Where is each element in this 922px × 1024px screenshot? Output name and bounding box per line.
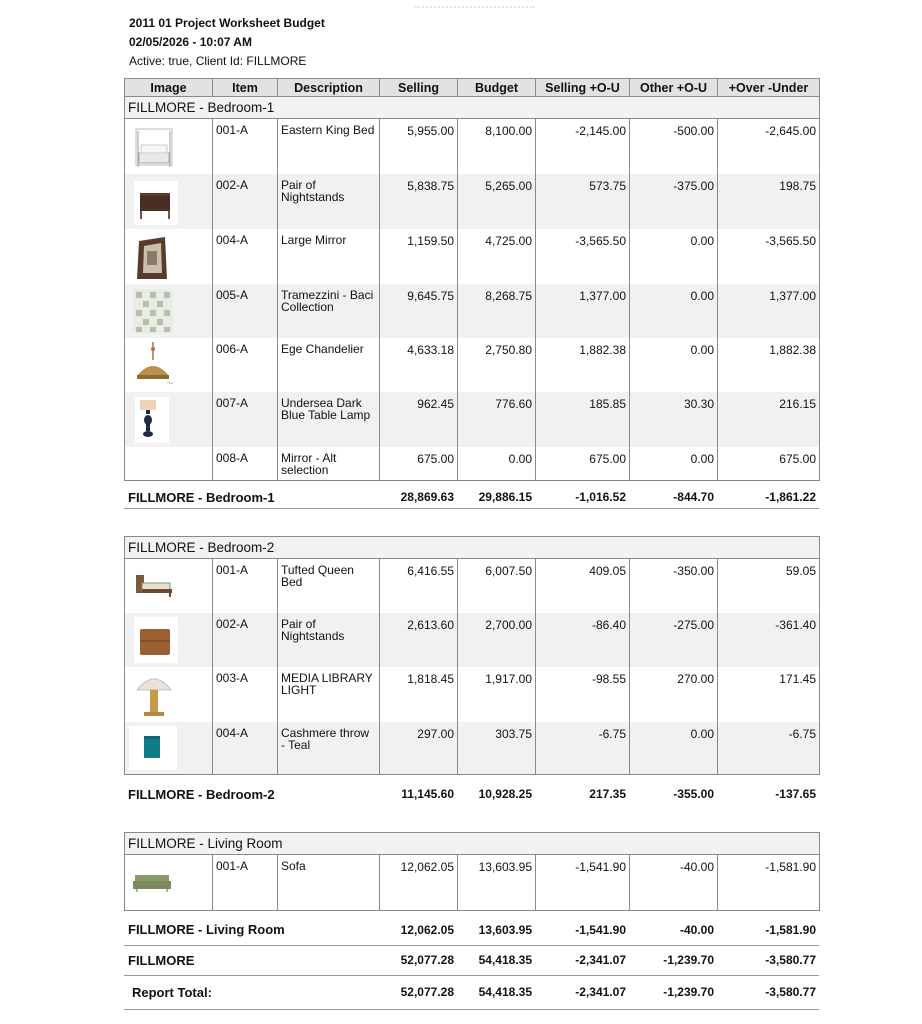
client-total-row: [124, 945, 819, 975]
cell-item: 004-A: [213, 722, 278, 775]
total-selling: 11,145.60: [401, 787, 454, 801]
nightstand-icon: [134, 181, 178, 225]
cell-item: 004-A: [213, 229, 278, 284]
section-table-living-room: [124, 832, 820, 911]
total-over-under: -1,581.90: [765, 922, 816, 937]
cell-selling: 675.00: [380, 447, 458, 481]
section-title: FILLMORE - Bedroom-2: [125, 537, 820, 559]
cell-item: 002-A: [213, 613, 278, 667]
chandelier-icon: [133, 342, 177, 388]
cell-other-ou: -40.00: [630, 855, 718, 911]
total-selling: 28,869.63: [400, 490, 454, 504]
report-datetime: 02/05/2026 - 10:07 AM: [129, 35, 252, 49]
total-budget: 13,603.95: [478, 922, 532, 937]
col-header-selling: Selling: [380, 79, 458, 97]
canopy-bed-icon: [134, 127, 174, 169]
cell-description: Sofa: [278, 855, 380, 911]
item-image: [125, 667, 213, 722]
cell-item: 007-A: [213, 392, 278, 447]
table-row: [125, 174, 820, 229]
cell-description: Eastern King Bed: [278, 119, 380, 174]
cell-selling: 6,416.55: [380, 559, 458, 613]
cell-budget: 8,100.00: [458, 119, 536, 174]
report-total-selling-ou: -2,341.07: [575, 985, 626, 999]
total-label: FILLMORE - Living Room: [128, 922, 285, 938]
cell-over-under: -361.40: [718, 613, 820, 667]
table-row: [125, 119, 820, 174]
client-total-selling-ou: -2,341.07: [575, 953, 626, 967]
report-total-row: [124, 975, 819, 1009]
cell-other-ou: 0.00: [630, 722, 718, 775]
table-row: [125, 338, 820, 392]
cell-other-ou: 0.00: [630, 284, 718, 338]
page-top-dots: [415, 6, 535, 8]
report-total-budget: 54,418.35: [478, 985, 532, 999]
item-image: [125, 229, 213, 284]
cell-other-ou: -375.00: [630, 174, 718, 229]
cell-description: Tufted Queen Bed: [278, 559, 380, 613]
col-header-item: Item: [213, 79, 278, 97]
report-total-label: Report Total:: [132, 984, 212, 1000]
fabric-swatch-icon: [133, 289, 173, 333]
cell-selling: 12,062.05: [380, 855, 458, 911]
cell-other-ou: 0.00: [630, 229, 718, 284]
col-header-budget: Budget: [458, 79, 536, 97]
section-total-bedroom-2: [124, 783, 819, 805]
cell-over-under: 59.05: [718, 559, 820, 613]
cell-other-ou: -500.00: [630, 119, 718, 174]
cell-selling-ou: 409.05: [536, 559, 630, 613]
nightstand-icon: [134, 617, 178, 663]
client-total-over-under: -3,580.77: [765, 953, 816, 967]
cell-other-ou: 0.00: [630, 447, 718, 481]
cell-over-under: 198.75: [718, 174, 820, 229]
cell-budget: 1,917.00: [458, 667, 536, 722]
table-row: [125, 722, 820, 775]
client-total-selling: 52,077.28: [400, 953, 454, 967]
cell-budget: 8,268.75: [458, 284, 536, 338]
cell-budget: 13,603.95: [458, 855, 536, 911]
col-header-image: Image: [125, 79, 213, 97]
cell-item: 001-A: [213, 119, 278, 174]
cell-selling: 962.45: [380, 392, 458, 447]
total-other-ou: -355.00: [673, 787, 714, 801]
cell-budget: 4,725.00: [458, 229, 536, 284]
total-budget: 10,928.25: [478, 787, 532, 801]
cell-description: Large Mirror: [278, 229, 380, 284]
cell-item: 003-A: [213, 667, 278, 722]
client-total-other-ou: -1,239.70: [663, 953, 714, 967]
col-header-selling-ou: Selling +O-U: [536, 79, 630, 97]
cell-selling-ou: -6.75: [536, 722, 630, 775]
report-header: [129, 14, 325, 71]
table-row: [125, 667, 820, 722]
cell-other-ou: 0.00: [630, 338, 718, 392]
cell-over-under: 171.45: [718, 667, 820, 722]
item-image: [125, 392, 213, 447]
item-image: [125, 559, 213, 613]
cell-over-under: 675.00: [718, 447, 820, 481]
cell-budget: 0.00: [458, 447, 536, 481]
cell-over-under: 1,377.00: [718, 284, 820, 338]
cell-budget: 2,700.00: [458, 613, 536, 667]
total-selling-ou: -1,016.52: [575, 490, 626, 504]
table-row: [125, 284, 820, 338]
total-over-under: -1,861.22: [765, 490, 816, 504]
teal-throw-icon: [129, 726, 177, 770]
total-over-under: -137.65: [775, 787, 816, 801]
cell-selling: 297.00: [380, 722, 458, 775]
mushroom-lamp-icon: [134, 670, 174, 720]
sofa-icon: [133, 869, 173, 895]
cell-selling: 1,818.45: [380, 667, 458, 722]
cell-selling-ou: 185.85: [536, 392, 630, 447]
cell-selling-ou: 573.75: [536, 174, 630, 229]
table-row: [125, 613, 820, 667]
total-label: FILLMORE - Bedroom-1: [128, 489, 275, 505]
cell-budget: 303.75: [458, 722, 536, 775]
col-header-other-ou: Other +O-U: [630, 79, 718, 97]
report-total-other-ou: -1,239.70: [663, 985, 714, 999]
cell-budget: 776.60: [458, 392, 536, 447]
cell-selling: 5,955.00: [380, 119, 458, 174]
cell-description: Pair of Nightstands: [278, 174, 380, 229]
client-total-label: FILLMORE: [128, 952, 195, 968]
cell-budget: 5,265.00: [458, 174, 536, 229]
cell-selling-ou: -2,145.00: [536, 119, 630, 174]
cell-budget: 2,750.80: [458, 338, 536, 392]
cell-selling: 5,838.75: [380, 174, 458, 229]
table-row: [125, 559, 820, 613]
table-row: [125, 392, 820, 447]
item-image: [125, 284, 213, 338]
report-total-over-under: -3,580.77: [765, 985, 816, 999]
table-row: [125, 855, 820, 911]
item-image: [125, 119, 213, 174]
col-header-over-under: +Over -Under: [718, 79, 820, 97]
total-selling: 12,062.05: [400, 922, 454, 937]
section-title: FILLMORE - Bedroom-1: [125, 97, 820, 119]
report-title: 2011 01 Project Worksheet Budget: [129, 16, 325, 30]
item-image: [125, 338, 213, 392]
cell-item: 001-A: [213, 559, 278, 613]
cell-description: Pair of Nightstands: [278, 613, 380, 667]
cell-over-under: -1,581.90: [718, 855, 820, 911]
cell-selling: 9,645.75: [380, 284, 458, 338]
cell-selling-ou: -98.55: [536, 667, 630, 722]
item-image: [125, 722, 213, 775]
total-selling-ou: 217.35: [589, 787, 626, 801]
item-image: [125, 613, 213, 667]
cell-description: Cashmere throw - Teal: [278, 722, 380, 775]
cell-selling: 1,159.50: [380, 229, 458, 284]
cell-over-under: 216.15: [718, 392, 820, 447]
total-selling-ou: -1,541.90: [575, 922, 626, 937]
cell-description: Mirror - Alt selection: [278, 447, 380, 481]
cell-other-ou: -350.00: [630, 559, 718, 613]
grand-totals: [124, 915, 819, 1010]
cell-budget: 6,007.50: [458, 559, 536, 613]
section-total-bedroom-1: [124, 486, 819, 509]
section-title: FILLMORE - Living Room: [125, 833, 820, 855]
cell-selling-ou: -86.40: [536, 613, 630, 667]
cell-description: MEDIA LIBRARY LIGHT: [278, 667, 380, 722]
cell-description: Ege Chandelier: [278, 338, 380, 392]
cell-description: Undersea Dark Blue Table Lamp: [278, 392, 380, 447]
col-header-description: Description: [278, 79, 380, 97]
total-label: FILLMORE - Bedroom-2: [128, 786, 275, 802]
total-budget: 29,886.15: [478, 490, 532, 504]
total-other-ou: -40.00: [679, 922, 714, 937]
item-image: [125, 855, 213, 911]
cell-over-under: -3,565.50: [718, 229, 820, 284]
cell-over-under: -2,645.00: [718, 119, 820, 174]
cell-selling: 2,613.60: [380, 613, 458, 667]
cell-item: 001-A: [213, 855, 278, 911]
queen-bed-icon: [134, 569, 174, 601]
cell-item: 008-A: [213, 447, 278, 481]
table-row: [125, 447, 820, 481]
cell-selling-ou: 1,882.38: [536, 338, 630, 392]
column-header-row: [125, 79, 820, 97]
item-image: [125, 174, 213, 229]
cell-selling-ou: -1,541.90: [536, 855, 630, 911]
cell-over-under: 1,882.38: [718, 338, 820, 392]
cell-selling-ou: -3,565.50: [536, 229, 630, 284]
client-total-budget: 54,418.35: [478, 953, 532, 967]
report-filters: Active: true, Client Id: FILLMORE: [129, 54, 307, 68]
report-total-selling: 52,077.28: [400, 985, 454, 999]
cell-other-ou: 270.00: [630, 667, 718, 722]
mirror-icon: [135, 235, 171, 281]
cell-selling-ou: 1,377.00: [536, 284, 630, 338]
item-image: [125, 447, 213, 481]
cell-selling-ou: 675.00: [536, 447, 630, 481]
cell-selling: 4,633.18: [380, 338, 458, 392]
cell-other-ou: -275.00: [630, 613, 718, 667]
cell-description: Tramezzini - Baci Collection: [278, 284, 380, 338]
table-lamp-icon: [135, 397, 169, 443]
cell-over-under: -6.75: [718, 722, 820, 775]
cell-item: 002-A: [213, 174, 278, 229]
section-table-bedroom-1: [124, 78, 820, 481]
cell-item: 005-A: [213, 284, 278, 338]
cell-other-ou: 30.30: [630, 392, 718, 447]
section-table-bedroom-2: [124, 536, 820, 775]
total-other-ou: -844.70: [673, 490, 714, 504]
cell-item: 006-A: [213, 338, 278, 392]
table-row: [125, 229, 820, 284]
